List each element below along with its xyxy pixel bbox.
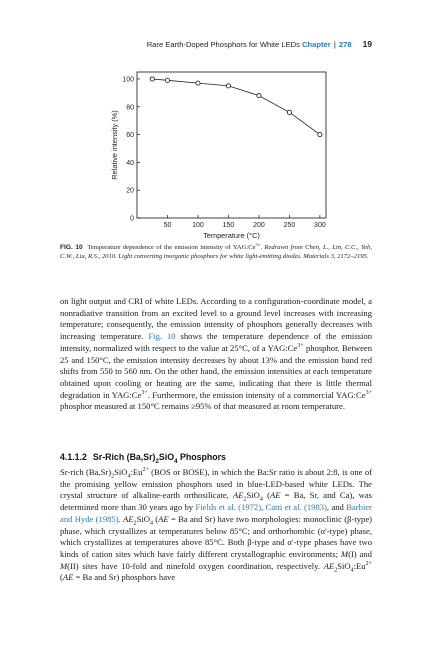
- data-point: [226, 84, 230, 88]
- data-point: [318, 132, 322, 136]
- section-heading: 4.1.1.2 Sr-Rich $(Ba,Sr)_2SiO_4$ Phosphors: [60, 452, 226, 465]
- temperature-chart: [0, 0, 432, 248]
- x-axis-ticks: [164, 215, 326, 229]
- y-tick-label: 60: [126, 132, 134, 140]
- y-tick-label: 40: [126, 159, 134, 167]
- y-tick-label: 20: [126, 187, 134, 195]
- caption-text: Temperature dependence of the emission intensity of YAG:Ce: [87, 244, 256, 251]
- ref-catti-1983[interactable]: Catti et al. (1983): [265, 502, 327, 513]
- x-tick-label: 100: [192, 222, 204, 229]
- x-tick-label: 250: [283, 222, 296, 229]
- x-tick-label: 50: [163, 222, 172, 229]
- data-point: [165, 78, 169, 82]
- ref-barbier-hyde-1985[interactable]: Barbier and Hyde (1985): [60, 502, 373, 524]
- figure-caption: FIG. 10 Temperature dependence of the emission intensity of $YAG:Ce^{3+}$. Redrawn from Chen, L., Lin, C.C., Yeh, C.W., Liu, R.S., 2010. Light converting inorganic phosphors for white light-emitting diodes. Materials 3, 2172–2195.: [60, 241, 373, 261]
- series-markers: [150, 77, 322, 137]
- x-tick-label: 300: [314, 222, 326, 229]
- x-axis-label: Temperature (°C): [203, 231, 260, 240]
- y-tick-label: 0: [130, 215, 134, 223]
- x-tick-label: 200: [253, 222, 265, 229]
- fig-reference-link[interactable]: Fig. 10: [148, 331, 176, 342]
- header-chapter: Chapter | 278: [302, 40, 352, 49]
- x-tick-label: 150: [222, 222, 235, 229]
- series-line: [152, 79, 320, 135]
- y-axis-label: Relative intensity (%): [110, 110, 119, 180]
- figure-label: FIG. 10: [60, 244, 83, 251]
- y-tick-label: 80: [126, 104, 134, 112]
- data-point: [196, 81, 200, 85]
- section-number: 4.1.1.2: [60, 452, 87, 462]
- data-point: [287, 110, 291, 114]
- ref-fields-1972[interactable]: Fields et al. (1972): [195, 502, 262, 513]
- data-point: [150, 77, 154, 81]
- y-tick-label: 100: [122, 76, 134, 84]
- chart-frame: [137, 72, 326, 218]
- paragraph-1: on light output and CRI of white LEDs. According to a configuration-coordinate model, a nonradiative transition from an excited level to a ground level increases with increasing temperature; consequently, the emission intensity of phosphors generally decreases with increasing temperature. Fig. 10 shows the temperature dependence of the emission intensity, normalized with respect to the value at 25°C, of a $YAG:Ce^{3+}$ phosphor. Between 25 and 150°C, the emission intensity decreases by about 13% and the emission band red shifts from 550 to 560 nm. On the other hand, the emission intensities at each temperature obtained upon cooling or heating are the same, indicating that there is little thermal degradation in $YAG:Ce^{3+}$. Furthermore, the emission intensity of a commercial $YAG:Ce^{3+}$ phosphor measured at 150°C remains ≥95% of that measured at room temperature.: [60, 296, 373, 412]
- header-title: Rare Earth-Doped Phosphors for White LEDs: [146, 40, 300, 49]
- page-number: 19: [362, 39, 372, 49]
- paragraph-2: Sr-rich $(Ba,Sr)_2SiO_4:Eu^{2+}$ (BOS or BOSE), in which the Ba:Sr ratio is about 2:8, is one of the promising yellow emission phosphors used in blue-LED-based white LEDs. The crystal structure of alkaline-earth orthosilicate, $AE_2SiO_4$ (AE = Ba, Sr, and Ca), was determined more than 30 years ago by Fields et al. (1972), Catti et al. (1983), and Barbier and Hyde (1985). $AE_2SiO_4$ (AE = Ba and Sr) have two morphologies: monoclinic (β-type) phase, which crystallizes at temperatures below 85°C; and orthorhombic (α′-type) phase, which crystallizes at temperatures above 85°C. Both β-type and α′-type phases have two kinds of cation sites which have fairly different crystallographic environments; M(I) and M(II) sites have 10-fold and ninefold oxygen coordination, respectively. $AE_2SiO_4:Eu^{2+}$ (AE = Ba and Sr) phosphors have: [60, 467, 373, 583]
- data-point: [257, 94, 261, 98]
- caption-citation: Redrawn from Chen, L., Lin, C.C., Yeh, C.W., Liu, R.S., 2010. Light converting inorganic phosphors for white light-emitting diodes. Materials 3, 2172–2195.: [60, 244, 373, 261]
